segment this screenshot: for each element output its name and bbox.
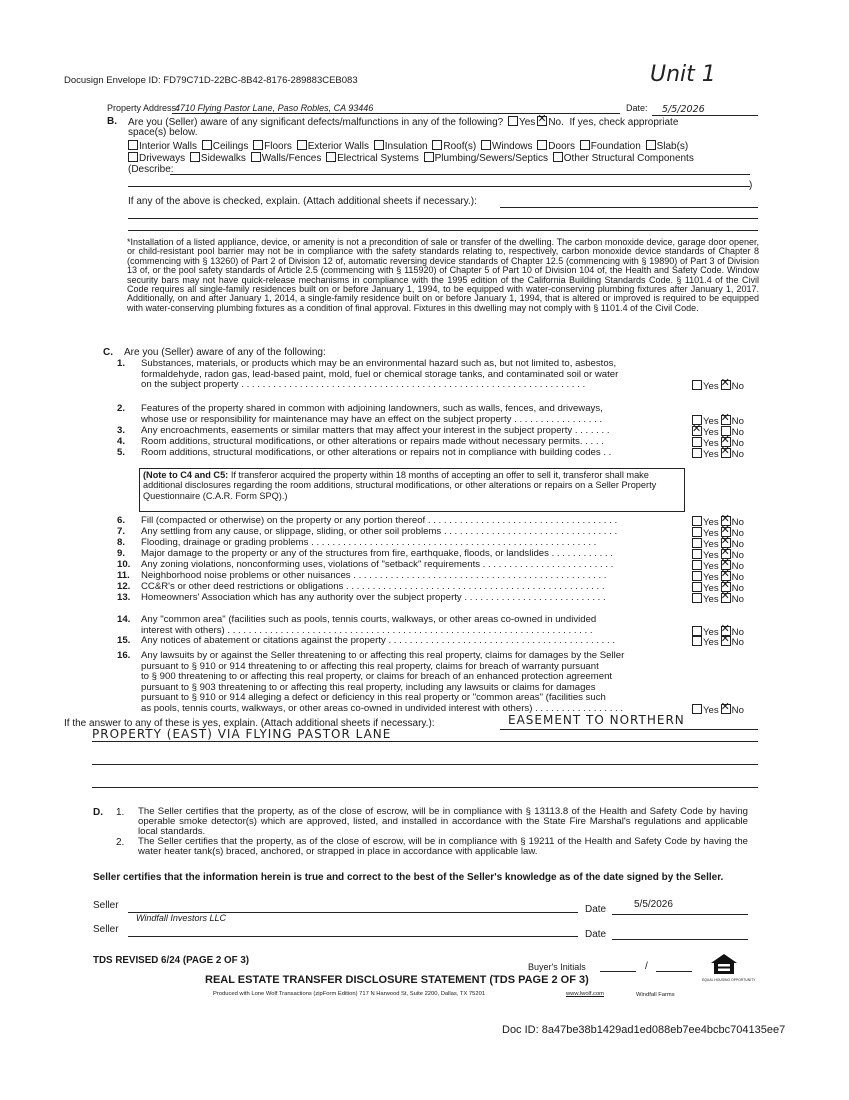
b-row1-label-2: Floors — [264, 141, 295, 152]
yes-checkbox[interactable] — [692, 426, 702, 436]
c-item-text: Any "common area" (facilities such as pools, tennis courts, walkways, or other areas co-owned in undivided — [141, 614, 597, 625]
b-row1-checkbox-9[interactable] — [646, 140, 656, 150]
no-checkbox[interactable] — [721, 636, 731, 646]
yes-label: Yes — [703, 438, 719, 449]
handwritten-unit: Unit 1 — [650, 62, 716, 87]
yes-checkbox[interactable] — [692, 704, 702, 714]
no-checkbox[interactable] — [721, 415, 731, 425]
c-item-text: Any settling from any cause, or slippage, sliding, or other soil problems . . . . . . . . . . . . . . . . . . . . . . . . . . . . . . . . . — [141, 526, 618, 537]
b-row1-label-8: Foundation — [590, 141, 644, 152]
yes-checkbox[interactable] — [692, 437, 702, 447]
no-label: No — [731, 583, 744, 594]
c-item-text: pursuant to § 910 or 914 threatening to or affecting this real property, claims for breach of warranty pursuant — [141, 660, 599, 672]
yes-checkbox[interactable] — [692, 527, 702, 537]
yes-checkbox[interactable] — [692, 626, 702, 636]
yes-checkbox[interactable] — [692, 516, 702, 526]
eho-text: EQUAL HOUSING OPPORTUNITY — [702, 978, 756, 982]
b-row1-label-1: Ceilings — [212, 141, 252, 152]
c-item-number: 7. — [117, 526, 126, 537]
b-items-row1 — [126, 140, 688, 152]
section-c-letter: C. — [103, 347, 113, 358]
b-row2-label-2: Walls/Fences — [261, 153, 325, 164]
no-checkbox[interactable] — [721, 448, 731, 458]
b-row1-checkbox-6[interactable] — [481, 140, 491, 150]
c-item-text: Room additions, structural modifications, or other alterations or repairs not in compliance with building codes . . — [141, 447, 612, 458]
c-item-text: pursuant to § 910 or 914 alleging a defect or deficiency in this real property or "common areas" (facilities such — [141, 692, 606, 704]
yes-label: Yes — [703, 572, 719, 583]
yes-checkbox[interactable] — [692, 560, 702, 570]
c-item-number: 6. — [117, 515, 126, 526]
date-word-1: Date — [585, 904, 607, 915]
property-address: 4710 Flying Pastor Lane, Paso Robles, CA 93446 — [175, 103, 374, 113]
c-item-text: Room additions, structural modifications, or other alterations or repairs made without necessary permits. . . . . — [141, 436, 604, 447]
yes-label: Yes — [703, 705, 719, 716]
c-item-number: 16. — [117, 650, 131, 661]
c-item-text: Features of the property shared in common with adjoining landowners, such as walls, fences, and driveways, — [141, 403, 603, 414]
yes-label: Yes — [703, 381, 719, 393]
yes-label: Yes — [703, 517, 719, 528]
seller-name: Windfall Investors LLC — [136, 913, 226, 923]
yes-label: Yes — [703, 528, 719, 539]
c-item-text: interest with others) . . . . . . . . . . . . . . . . . . . . . . . . . . . . . . . . . . . . . . . . . . . . . . . . . . . . . . . . . . . . . . . . . . . . . — [141, 624, 593, 636]
yes-checkbox[interactable] — [692, 538, 702, 548]
equal-housing-icon — [709, 953, 739, 977]
produced-by: Produced with Lone Wolf Transactions (zipForm Edition) 717 N Harwood St, Suite 2200, Dallas, TX 75201 — [213, 991, 486, 997]
c-item-number: 12. — [117, 581, 131, 592]
b-row1-checkbox-8[interactable] — [580, 140, 590, 150]
handwritten-explain-1: EASEMENT TO NORTHERN — [508, 713, 685, 727]
yes-label: Yes — [703, 539, 719, 550]
c-item-number: 15. — [117, 635, 131, 646]
b-row1-checkbox-5[interactable] — [432, 140, 442, 150]
b-row1-label-7: Doors — [548, 141, 578, 152]
section-b-question: Are you (Seller) aware of any significant defects/malfunctions in any of the following? Yes✕ No. If yes, check appropriate — [128, 116, 678, 128]
b-row2-label-1: Sidewalks — [200, 153, 249, 164]
b-row1-checkbox-2[interactable] — [253, 140, 263, 150]
no-label: No — [731, 438, 744, 449]
section-d-item1: The Seller certifies that the property, as of the close of escrow, will be in compliance with § 13113.8 of the Health and Safety Code by having operable smoke detector(s) which are approved, listed, and installed in accordance with the State Fire Marshal's regulations and applicable local standards. — [138, 806, 748, 837]
c-item-yes-no — [690, 448, 744, 460]
b-row1-checkbox-3[interactable] — [297, 140, 307, 150]
no-checkbox[interactable] — [721, 380, 731, 390]
c-item-text: formaldehyde, radon gas, lead-based paint, mold, fuel or chemical storage tanks, and contaminated soil or water — [141, 368, 619, 380]
seller-certifies: Seller certifies that the information herein is true and correct to the best of the Seller's knowledge as of the date signed by the Seller. — [93, 872, 724, 883]
no-label: No — [731, 626, 744, 638]
yes-checkbox[interactable] — [692, 380, 702, 390]
no-label: No — [731, 539, 744, 550]
c-item-number: 13. — [117, 592, 131, 603]
c-item-yes-no — [690, 704, 744, 716]
yes-checkbox[interactable] — [692, 636, 702, 646]
b-no-checkbox[interactable] — [537, 116, 547, 126]
b-row2-label-0: Driveways — [139, 153, 188, 164]
envelope-id: Docusign Envelope ID: FD79C71D-22BC-8B42-8176-289883CEB083 — [64, 75, 358, 86]
c-item-text: as pools, tennis courts, walkways, or other areas co-owned in undivided interest with others) . . . . . . . . . . . . . . . . . — [141, 703, 624, 714]
date-value: 5/5/2026 — [662, 104, 705, 115]
section-d-letter: D. — [93, 807, 103, 818]
seller-label-2: Seller — [93, 924, 119, 935]
b-row1-label-4: Insulation — [384, 141, 431, 152]
yes-label: Yes — [703, 637, 719, 648]
b-row1-checkbox-4[interactable] — [374, 140, 384, 150]
b-row2-checkbox-5[interactable] — [553, 152, 563, 162]
yes-checkbox[interactable] — [692, 571, 702, 581]
no-label: No — [731, 572, 744, 583]
no-label: No — [731, 449, 744, 460]
c-item-number: 2. — [117, 403, 126, 414]
c-item-number: 1. — [117, 358, 126, 369]
b-row1-checkbox-0[interactable] — [128, 140, 138, 150]
b-row1-checkbox-1[interactable] — [202, 140, 212, 150]
c-item-text: Substances, materials, or products which may be an environmental hazard such as, but not limited to, asbestos, — [141, 358, 617, 369]
c-item-number: 8. — [117, 537, 126, 548]
c-item-text: Any notices of abatement or citations against the property . . . . . . . . . . . . . . . . . . . . . . . . . . . . . . . . . . . . . . . . . . . — [141, 635, 616, 646]
b-row1-label-6: Windows — [491, 141, 536, 152]
b-row2-checkbox-2[interactable] — [251, 152, 261, 162]
c-item-text: Any encroachments, easements or similar matters that may affect your interest in the subject property . . . . . . . — [141, 425, 610, 436]
c-item-number: 9. — [117, 548, 126, 559]
tds-revised: TDS REVISED 6/24 (PAGE 2 OF 3) — [93, 955, 250, 966]
yes-label: Yes — [703, 594, 719, 605]
doc-id: Doc ID: 8a47be38b1429ad1ed088eb7ee4bcbc704135ee7 — [502, 1024, 786, 1036]
no-label: No — [731, 427, 744, 438]
b-row2-label-4: Plumbing/Sewers/Septics — [434, 153, 551, 164]
no-checkbox[interactable] — [721, 704, 731, 714]
b-row2-checkbox-0[interactable] — [128, 152, 138, 162]
c-item-text: Homeowners' Association which has any authority over the subject property . . . . . . . . . . . . . . . . . . . . . . . . . . . — [141, 592, 606, 603]
footnote: *Installation of a listed appliance, device, or amenity is not a precondition of sale or transfer of the dwelling. The carbon monoxide device, garage door opener, or child-resistant pool barrier may not be in compliance with the safety standards relating to, respectively, carbon monoxide device standards of Chapter 8 (commencing with § 13260) of Part 2 of Division 12 of, automatic reversing device standards of Chapter 12.5 (commencing with § 19890) of Part 3 of Division 13 of, or the pool safety standards of Article 2.5 (commencing with § 115920) of Chapter 5 of Part 10 of Division 104 of, the Health and Safety Code. Window security bars may not have quick-release mechanisms in compliance with the 1995 edition of the California Building Standards Code. § 1101.4 of the Civil Code requires all single-family residences built on or before January 1, 1994, to be equipped with water-conserving plumbing fixtures after January 1, 2017. Additionally, on and after January 1, 2014, a single-family residence built on or before January 1, 1994, that is altered or improved is required to be equipped with water-conserving plumbing fixtures as a condition of final approval. Fixtures in this dwelling may not comply with § 1101.4 of the Civil Code. — [127, 237, 759, 313]
c-item-number: 11. — [117, 570, 130, 581]
b-row2-label-3: Electrical Systems — [337, 153, 422, 164]
b-items-row2 — [126, 152, 694, 164]
yes-checkbox[interactable] — [692, 593, 702, 603]
c-item-number: 14. — [117, 614, 131, 625]
b-row2-checkbox-4[interactable] — [424, 152, 434, 162]
handwritten-explain-2: PROPERTY (EAST) VIA FLYING PASTOR LANE — [92, 727, 392, 741]
yes-checkbox[interactable] — [692, 582, 702, 592]
c-explain: If the answer to any of these is yes, explain. (Attach additional sheets if necessary.): — [64, 718, 435, 729]
b-row2-label-5: Other Structural Components — [563, 153, 694, 164]
section-d-item2: The Seller certifies that the property, as of the close of escrow, will be in compliance with § 19211 of the Health and Safety Code by having the water heater tank(s) braced, anchored, or strapped in place in accordance with applicable law. — [138, 836, 748, 857]
no-label: No — [731, 415, 744, 427]
seller-label-1: Seller — [93, 900, 119, 911]
c-item-text: Major damage to the property or any of the structures from fire, earthquake, floods, or landslides . . . . . . . . . . . . — [141, 548, 613, 559]
c-item-text: to § 900 threatening to or affecting this real property, or claims for breach of an enhanced protection agreement — [141, 671, 613, 683]
note-c4-c5: (Note to C4 and C5: If transferor acquired the property within 18 months of accepting an offer to sell it, transferor shall make additional disclosures regarding the room additions, structural modifications, or other alterations or repairs on a Seller Property Questionnaire (C.A.R. Form SPQ).) — [139, 468, 685, 512]
footer-title: REAL ESTATE TRANSFER DISCLOSURE STATEMENT (TDS PAGE 2 OF 3) — [205, 974, 589, 986]
section-b-letter: B. — [107, 116, 117, 127]
property-address-label: Property Address: — [107, 103, 179, 113]
b-row1-label-0: Interior Walls — [139, 141, 200, 152]
c-item-text: Neighborhood noise problems or other nuisances . . . . . . . . . . . . . . . . . . . . . . . . . . . . . . . . . . . . . . . . . . . . . . . . — [141, 570, 607, 581]
c-item-text: on the subject property . . . . . . . . . . . . . . . . . . . . . . . . . . . . . . . . . . . . . . . . . . . . . . . . . . . . . . . . . . . . . . . . . — [141, 379, 586, 391]
yes-label: Yes — [703, 583, 719, 594]
c-item-text: Flooding, drainage or grading problems . . . . . . . . . . . . . . . . . . . . . . . . . . . . . . . . . . . . . . . . . . . . . . . . . . . . . . — [141, 537, 597, 548]
no-label: No — [731, 517, 744, 528]
c-item-number: 5. — [117, 447, 126, 458]
c-item-number: 4. — [117, 436, 126, 447]
c-item-number: 3. — [117, 425, 126, 436]
no-label: No — [731, 637, 744, 648]
section-c-intro: Are you (Seller) aware of any of the following: — [124, 347, 326, 358]
b-describe: (Describe: — [128, 164, 174, 175]
yes-checkbox[interactable] — [692, 549, 702, 559]
buyers-initials: Buyer's Initials — [528, 962, 586, 972]
c-item-text: Any lawsuits by or against the Seller threatening to or affecting this real property, claims for damages by the Seller — [141, 650, 625, 661]
date-word-2: Date — [585, 929, 607, 940]
b-row2-checkbox-1[interactable] — [190, 152, 200, 162]
yes-label: Yes — [703, 550, 719, 561]
b-explain: If any of the above is checked, explain. (Attach additional sheets if necessary.): — [128, 196, 477, 207]
no-label: No — [731, 705, 744, 716]
no-label: No — [731, 381, 744, 393]
c-item-text: CC&R's or other deed restrictions or obligations . . . . . . . . . . . . . . . . . . . . . . . . . . . . . . . . . . . . . . . . . . . . . . . . . — [141, 581, 605, 592]
c-item-text: Any zoning violations, nonconforming uses, violations of "setback" requirements . . . . . . . . . . . . . . . . . . . . . . . . . — [141, 559, 614, 570]
no-checkbox[interactable] — [721, 593, 731, 603]
yes-label: Yes — [703, 415, 719, 427]
c-item-yes-no — [690, 380, 744, 392]
yes-label: Yes — [703, 626, 719, 638]
c-item-text: pursuant to § 903 threatening to or affecting this real property, including any lawsuits or claims for damages — [141, 681, 596, 693]
c-item-text: whose use or responsibility for maintenance may have an effect on the subject property . . . . . . . . . . . . . . . . . — [141, 413, 603, 425]
section-b-line2: space(s) below. — [128, 127, 198, 138]
b-yes-checkbox[interactable] — [508, 116, 518, 126]
yes-label: Yes — [703, 427, 719, 438]
c-item-text: Fill (compacted or otherwise) on the property or any portion thereof . . . . . . . . . . . . . . . . . . . . . . . . . . . . . . . . . . . . — [141, 515, 618, 526]
website-link[interactable]: www.lwolf.com — [566, 991, 605, 997]
b-row1-label-3: Exterior Walls — [307, 141, 372, 152]
yes-label: Yes — [703, 449, 719, 460]
b-row1-label-9: Slab(s) — [656, 141, 689, 152]
no-label: No — [731, 561, 744, 572]
no-label: No — [731, 594, 744, 605]
date-label: Date: — [626, 103, 648, 113]
no-label: No — [731, 528, 744, 539]
c-item-yes-no — [690, 636, 744, 648]
no-label: No — [731, 550, 744, 561]
seller-date: 5/5/2026 — [634, 899, 673, 910]
firm-name: Windfall Farms — [636, 992, 675, 998]
c-item-yes-no — [690, 593, 744, 605]
yes-label: Yes — [703, 561, 719, 572]
yes-checkbox[interactable] — [692, 448, 702, 458]
b-row2-checkbox-3[interactable] — [326, 152, 336, 162]
b-row1-label-5: Roof(s) — [443, 141, 479, 152]
b-row1-checkbox-7[interactable] — [537, 140, 547, 150]
c-item-number: 10. — [117, 559, 131, 570]
